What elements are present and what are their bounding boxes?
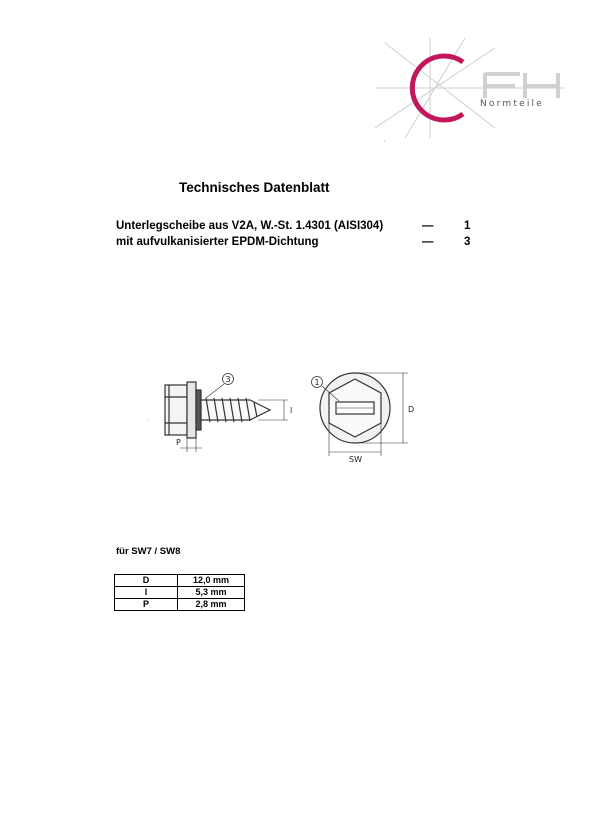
dim-value: 12,0 mm xyxy=(178,575,245,587)
dim-value: 5,3 mm xyxy=(178,587,245,599)
spec-dash: — xyxy=(422,236,434,248)
table-row xyxy=(115,575,245,587)
company-logo xyxy=(375,38,570,138)
spec-ref: 1 xyxy=(464,220,471,232)
callout-1: 1 xyxy=(314,378,320,387)
decorative-mark: ' xyxy=(384,141,386,147)
dimensions-table xyxy=(114,574,245,611)
table-row xyxy=(115,587,245,599)
table-row xyxy=(115,599,245,611)
dim-p-label: P xyxy=(176,438,181,447)
dim-value: 2,8 mm xyxy=(178,599,245,611)
document-title: Technisches Datenblatt xyxy=(179,180,330,195)
dim-sw-label: SW xyxy=(349,455,362,464)
spec-line xyxy=(116,220,476,236)
callout-3: 3 xyxy=(225,375,231,384)
screw-shank xyxy=(201,400,270,420)
screw-drawing xyxy=(140,360,430,465)
dim-key: D xyxy=(115,575,178,587)
epdm-seal xyxy=(196,390,201,430)
spec-line xyxy=(116,236,476,252)
dim-key: l xyxy=(115,587,178,599)
spec-ref: 3 xyxy=(464,236,471,248)
size-label: für SW7 / SW8 xyxy=(116,546,181,557)
dim-l-label: l xyxy=(290,406,293,415)
logo-text: Normteile xyxy=(480,99,544,109)
spec-description: Unterlegscheibe aus V2A, W.-St. 1.4301 (AISI304) xyxy=(116,220,384,232)
dim-key: P xyxy=(115,599,178,611)
washer xyxy=(187,382,196,438)
spec-dash: — xyxy=(422,220,434,232)
spec-description: mit aufvulkanisierter EPDM-Dichtung xyxy=(116,236,319,248)
screw-head xyxy=(165,385,187,435)
dim-d-label: D xyxy=(408,405,415,414)
decorative-mark: ' xyxy=(147,420,149,426)
